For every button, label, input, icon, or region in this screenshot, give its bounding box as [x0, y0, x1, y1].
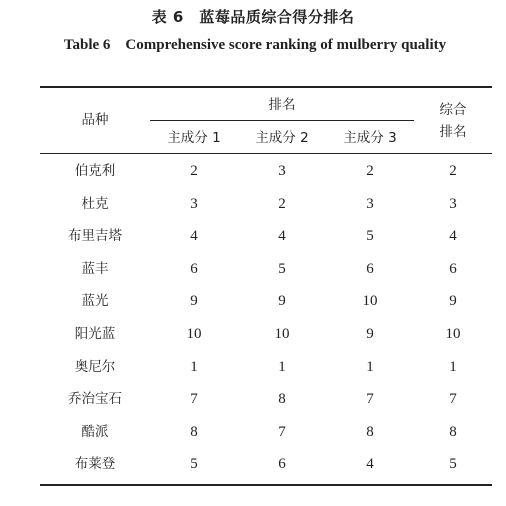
header-bottom-rule [40, 153, 492, 154]
cell-pc3: 9 [366, 326, 374, 342]
cell-pc2: 3 [278, 163, 286, 179]
table-bottom-rule [40, 484, 492, 486]
cell-pc1: 2 [190, 163, 198, 179]
cell-pc3: 7 [366, 391, 374, 408]
cell-pc1: 9 [190, 293, 198, 310]
cell-variety: 伯克利 [74, 163, 116, 179]
cell-pc2: 1 [278, 358, 286, 375]
cell-pc3: 2 [366, 163, 374, 179]
cell-overall: 2 [449, 163, 457, 179]
header-pc1: 主成分 1 [167, 130, 221, 146]
cell-pc1: 1 [190, 358, 198, 375]
cell-overall: 7 [449, 391, 457, 408]
cell-overall: 3 [449, 195, 457, 212]
cell-pc1: 5 [190, 456, 198, 473]
cell-pc2: 7 [278, 423, 286, 440]
cell-pc1: 8 [190, 423, 198, 440]
header-composite-line1: 综合 [439, 102, 467, 118]
cell-pc2: 10 [274, 326, 290, 342]
cell-variety: 酷派 [81, 423, 109, 440]
cell-pc2: 9 [278, 293, 286, 310]
cell-overall: 8 [449, 423, 457, 440]
cell-overall: 5 [449, 456, 457, 473]
header-sub-rule [150, 120, 414, 121]
table-top-rule [40, 86, 492, 88]
cell-variety: 蓝丰 [81, 260, 109, 277]
cell-variety: 蓝光 [81, 293, 109, 310]
header-ranking: 排名 [268, 97, 296, 113]
cell-overall: 9 [449, 293, 457, 310]
cell-pc1: 3 [190, 195, 198, 212]
cell-pc3: 10 [362, 293, 378, 310]
header-composite-line2: 排名 [439, 124, 467, 140]
cell-pc1: 7 [190, 391, 198, 408]
header-pc3: 主成分 3 [343, 130, 397, 146]
table-caption-english: Table 6 Comprehensive score ranking of mulberry quality [63, 37, 447, 53]
cell-pc3: 3 [366, 195, 374, 212]
cell-pc1: 4 [190, 228, 198, 245]
cell-pc2: 5 [278, 260, 286, 277]
cell-pc3: 4 [366, 456, 374, 473]
cell-overall: 1 [449, 358, 457, 375]
cell-pc3: 1 [366, 358, 374, 375]
cell-pc1: 10 [186, 326, 202, 342]
cell-overall: 6 [449, 260, 457, 277]
cell-pc3: 6 [366, 260, 374, 277]
cell-pc2: 8 [278, 391, 286, 408]
header-variety: 品种 [81, 112, 109, 128]
cell-variety: 布莱登 [74, 456, 116, 473]
cell-variety: 杜克 [81, 195, 109, 212]
header-pc2: 主成分 2 [255, 130, 309, 146]
cell-pc2: 4 [278, 228, 286, 245]
cell-overall: 10 [445, 326, 461, 342]
cell-variety: 布里吉塔 [68, 228, 122, 245]
cell-overall: 4 [449, 228, 457, 245]
cell-pc3: 5 [366, 228, 374, 245]
table-caption-chinese: 表 6 蓝莓品质综合得分排名 [151, 8, 355, 26]
cell-pc2: 2 [278, 195, 286, 212]
cell-pc3: 8 [366, 423, 374, 440]
cell-variety: 奥尼尔 [74, 358, 116, 375]
cell-pc2: 6 [278, 456, 286, 473]
cell-variety: 阳光蓝 [74, 326, 116, 342]
cell-variety: 乔治宝石 [68, 391, 122, 408]
cell-pc1: 6 [190, 260, 198, 277]
